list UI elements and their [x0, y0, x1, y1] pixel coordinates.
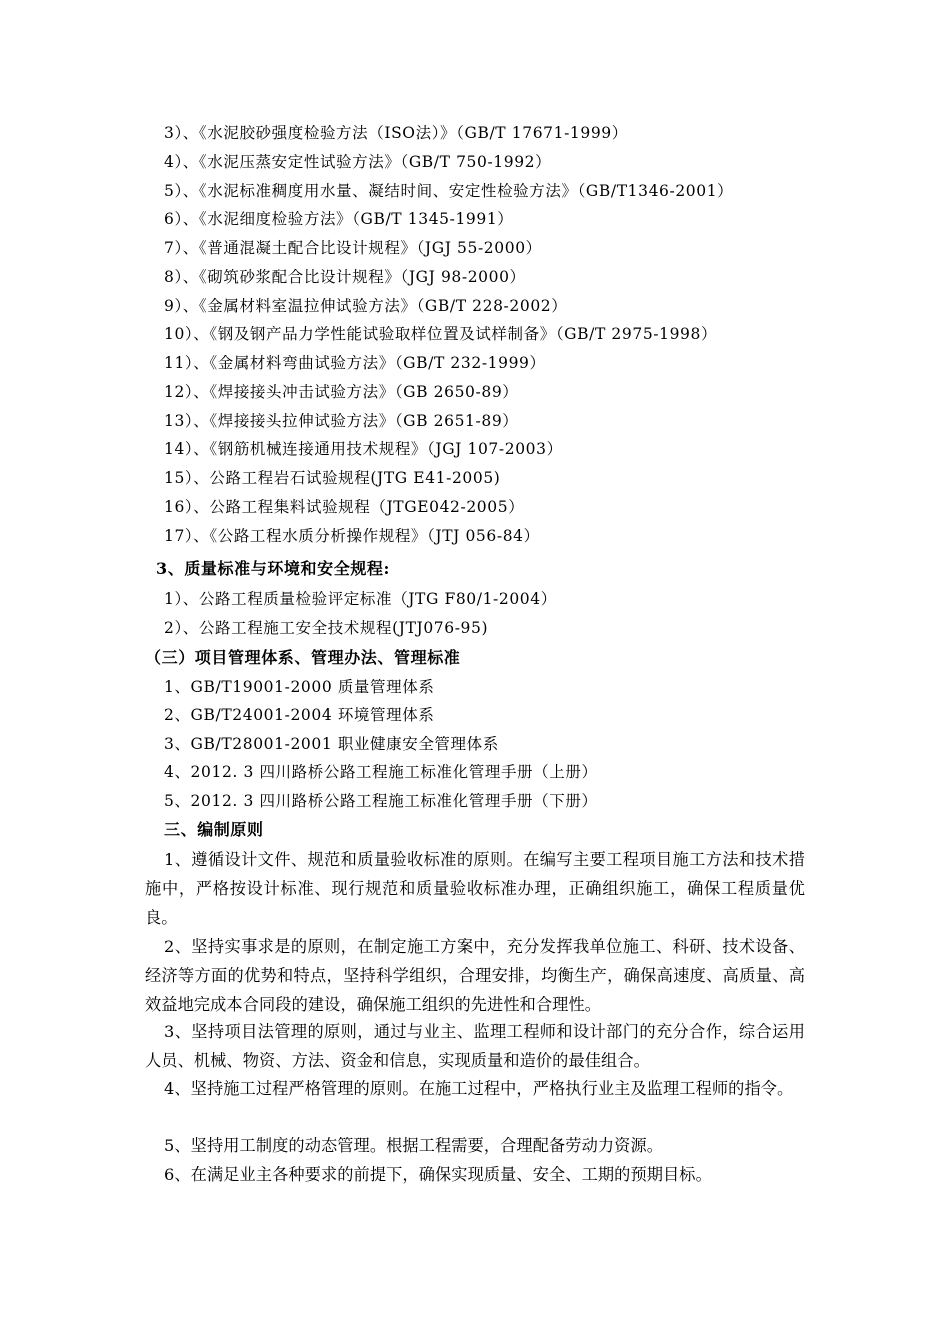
standard-item: 12）、《焊接接头冲击试验方法》（GB 2650-89） — [164, 383, 519, 401]
standard-item: 14）、《钢筋机械连接通用技术规程》（JGJ 107-2003） — [164, 440, 563, 458]
principle-paragraph: 4、坚持施工过程严格管理的原则。在施工过程中，严格执行业主及监理工程师的指令。 — [164, 1079, 794, 1098]
standard-item: 9）、《金属材料室温拉伸试验方法》（GB/T 228-2002） — [164, 297, 568, 315]
standard-item: 10）、《钢及钢产品力学性能试验取样位置及试样制备》（GB/T 2975-1998） — [164, 325, 718, 343]
quality-standard-item: 1）、公路工程质量检验评定标准（JTG F80/1-2004） — [164, 590, 557, 608]
management-item: 1、GB/T19001-2000 质量管理体系 — [164, 678, 435, 696]
standard-item: 4）、《水泥压蒸安定性试验方法》（GB/T 750-1992） — [164, 153, 552, 171]
principle-paragraph: 1、遵循设计文件、规范和质量验收标准的原则。在编写主要工程项目施工方法和技术措施中，严格按设计标准、现行规范和质量验收标准办理，正确组织施工，确保工程质量优良。 — [145, 850, 805, 927]
standard-item: 16）、公路工程集料试验规程（JTGE042-2005） — [164, 498, 525, 516]
section-heading-quality-standards: 3、质量标准与环境和安全规程: — [156, 559, 391, 578]
standard-item: 7）、《普通混凝土配合比设计规程》（JGJ 55-2000） — [164, 239, 542, 257]
management-item: 5、2012. 3 四川路桥公路工程施工标准化管理手册（下册） — [164, 792, 598, 810]
section-heading-management-system: （三）项目管理体系、管理办法、管理标准 — [145, 648, 461, 667]
principle-paragraph: 2、坚持实事求是的原则，在制定施工方案中，充分发挥我单位施工、科研、技术设备、经济等方面的优势和特点，坚持科学组织，合理安排，均衡生产，确保高速度、高质量、高效益地完成本合同段的建设，确保施工组织的先进性和合理性。 — [145, 937, 805, 1014]
standard-item: 3）、《水泥胶砂强度检验方法（ISO法）》（GB/T 17671-1999） — [164, 124, 628, 142]
standard-item: 6）、《水泥细度检验方法》（GB/T 1345-1991） — [164, 210, 514, 228]
principle-paragraph: 6、在满足业主各种要求的前提下，确保实现质量、安全、工期的预期目标。 — [164, 1165, 712, 1184]
section-heading-principles: 三、编制原则 — [164, 820, 264, 839]
standard-item: 5）、《水泥标准稠度用水量、凝结时间、安定性检验方法》（GB/T1346-2001） — [164, 182, 734, 200]
management-item: 2、GB/T24001-2004 环境管理体系 — [164, 706, 435, 724]
standard-item: 15）、公路工程岩石试验规程(JTG E41-2005) — [164, 469, 501, 487]
standard-item: 17）、《公路工程水质分析操作规程》（JTJ 056-84） — [164, 527, 540, 545]
principle-paragraph: 3、坚持项目法管理的原则，通过与业主、监理工程师和设计部门的充分合作，综合运用人员、机械、物资、方法、资金和信息，实现质量和造价的最佳组合。 — [145, 1022, 805, 1070]
quality-standard-item: 2）、公路工程施工安全技术规程(JTJ076-95) — [164, 619, 489, 637]
management-item: 4、2012. 3 四川路桥公路工程施工标准化管理手册（上册） — [164, 763, 598, 781]
standard-item: 11）、《金属材料弯曲试验方法》（GB/T 232-1999） — [164, 354, 546, 372]
standard-item: 13）、《焊接接头拉伸试验方法》（GB 2651-89） — [164, 412, 519, 430]
principle-paragraph: 5、坚持用工制度的动态管理。根据工程需要，合理配备劳动力资源。 — [164, 1136, 664, 1155]
management-item: 3、GB/T28001-2001 职业健康安全管理体系 — [164, 735, 499, 753]
standard-item: 8）、《砌筑砂浆配合比设计规程》（JGJ 98-2000） — [164, 268, 526, 286]
